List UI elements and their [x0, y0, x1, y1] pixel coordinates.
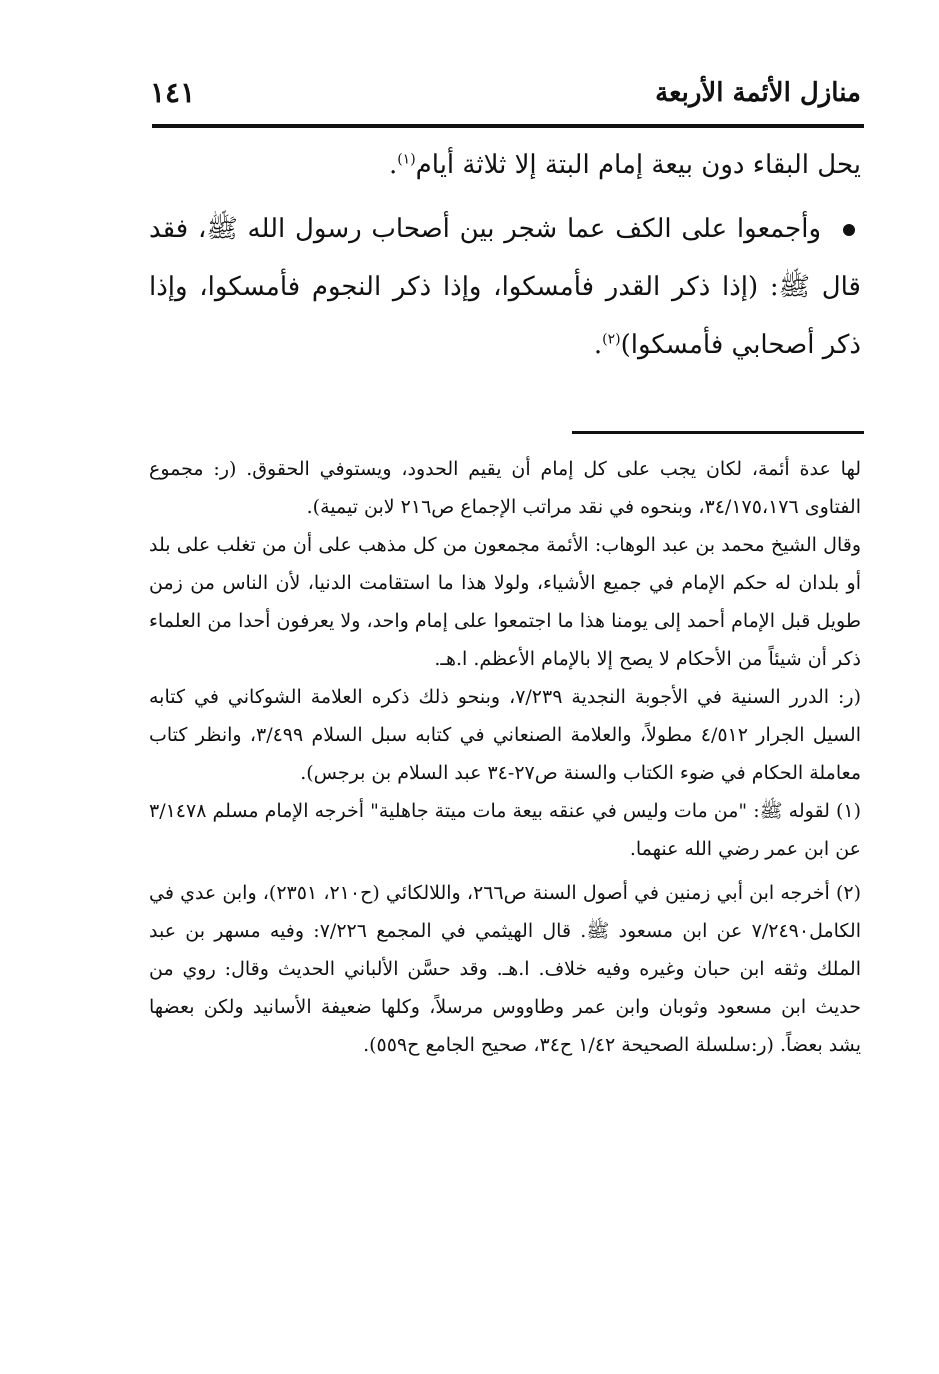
- bullet-icon: [843, 224, 855, 236]
- paragraph-1-end: .: [388, 150, 398, 180]
- running-title: منازل الأئمة الأربعة: [655, 78, 861, 108]
- paragraph-1: [149, 136, 861, 194]
- footnote-ref-2: (٢): [602, 331, 621, 348]
- footnote-continuation-2: وقال الشيخ محمد بن عبد الوهاب: الأئمة مجمعون من كل مذهب على أن من تغلب على بلد أو بلدان له حكم الإمام في جميع الأشياء، ولولا هذا ما استقامت الدنيا، لأن الناس من زمن طويل قبل الإمام أحمد إلى يومنا هذا ما اجتمعوا على إمام واحد، ولا يعرفون أحدا من العلماء ذكر أن شيئاً من الأحكام لا يصح إلا بالإمام الأعظم. ا.هـ.: [149, 534, 861, 670]
- main-text: [149, 136, 861, 374]
- footnote-ref-1: (١): [397, 151, 416, 168]
- footnote-continuation-1: لها عدة أئمة، لكان يجب على كل إمام أن يقيم الحدود، ويستوفي الحقوق. (ر: مجموع الفتاوى ٣٤/١٧٥،١٧٦، وبنحوه في نقد مراتب الإجماع ص٢١٦ لابن تيمية).: [149, 458, 861, 518]
- paragraph-2: [149, 200, 861, 374]
- paragraph-1-text: يحل البقاء دون بيعة إمام البتة إلا ثلاثة أيام: [415, 150, 861, 180]
- paragraph-2-end: .: [593, 330, 603, 360]
- page-number: ١٤١: [150, 76, 196, 109]
- header-rule: [152, 124, 864, 128]
- footnote-continuation-3: (ر: الدرر السنية في الأجوبة النجدية ٧/٢٣٩، وبنحو ذلك ذكره العلامة الشوكاني في كتابه السيل الجرار ٤/٥١٢ مطولاً، والعلامة الصنعاني في كتابه سبل السلام ٣/٤٩٩، وانظر كتاب معاملة الحكام في ضوء الكتاب والسنة ص٢٧-٣٤ عبد السلام بن برجس).: [149, 686, 861, 784]
- footnotes: [149, 450, 861, 1064]
- footnote-1: (١) لقوله ﷺ: "من مات وليس في عنقه بيعة مات ميتة جاهلية" أخرجه الإمام مسلم ٣/١٤٧٨ عن ابن عمر رضي الله عنهما.: [149, 800, 861, 860]
- paragraph-2-text: وأجمعوا على الكف عما شجر بين أصحاب رسول الله ﷺ، فقد قال ﷺ: (إذا ذكر القدر فأمسكوا، وإذا ذكر النجوم فأمسكوا، وإذا ذكر أصحابي فأمسكوا): [149, 214, 861, 360]
- footnote-2: (٢) أخرجه ابن أبي زمنين في أصول السنة ص٢٦٦، واللالكائي (ح٢١٠، ٢٣٥١)، وابن عدي في الكامل٧/٢٤٩٠ عن ابن مسعود ﷺ. قال الهيثمي في المجمع ٧/٢٢٦: وفيه مسهر بن عبد الملك وثقه ابن حبان وغيره وفيه خلاف. ا.هـ. وقد حسَّن الألباني الحديث وقال: روي من حديث ابن مسعود وثوبان وابن عمر وطاووس مرسلاً، وكلها ضعيفة الأسانيد ولكن بعضها يشد بعضاً. (ر:سلسلة الصحيحة ١/٤٢ ح٣٤، صحيح الجامع ح٥٥٩).: [149, 882, 861, 1056]
- footnote-separator: [572, 431, 864, 434]
